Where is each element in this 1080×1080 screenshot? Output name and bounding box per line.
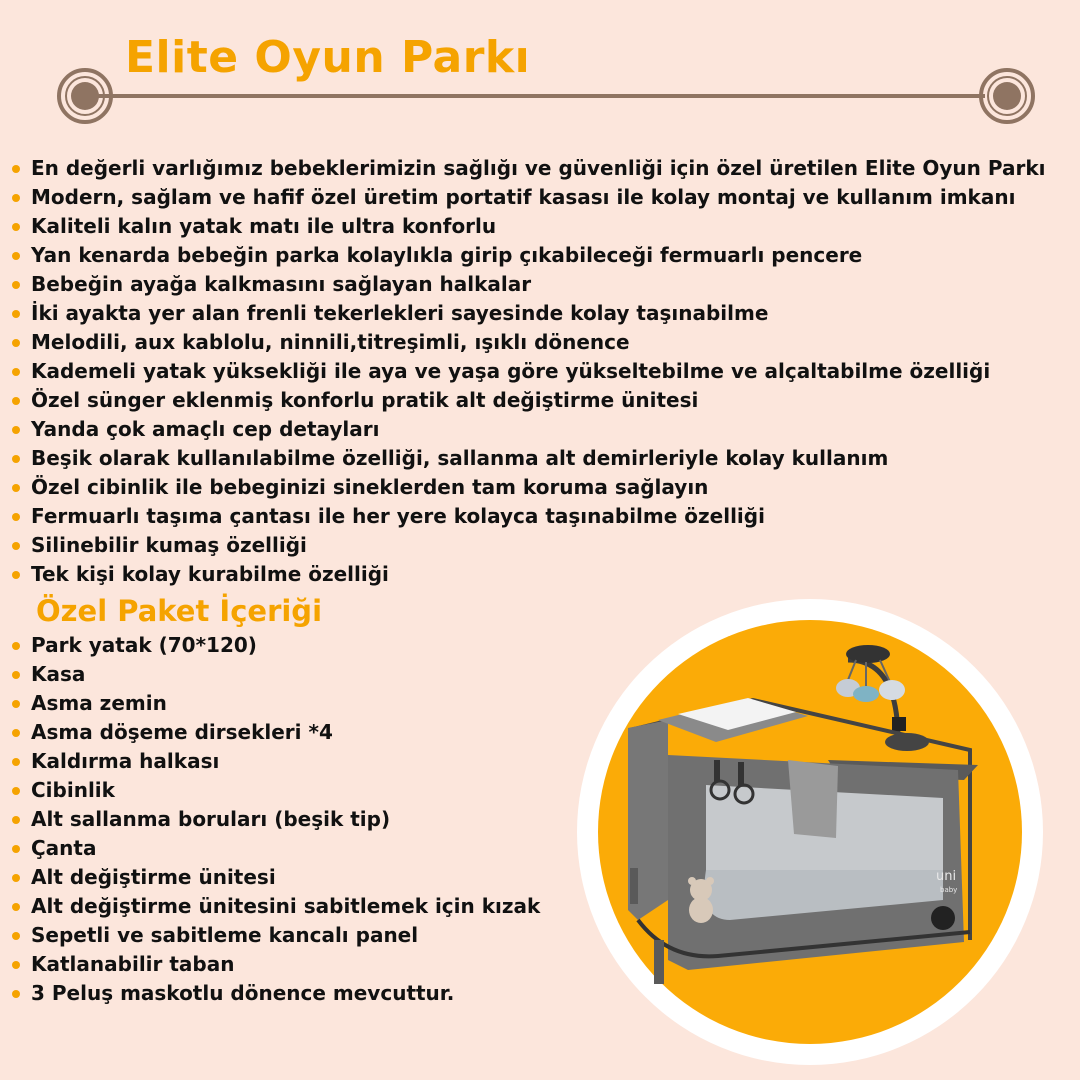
package-list bbox=[10, 631, 540, 1008]
title-divider bbox=[95, 94, 985, 98]
leg bbox=[630, 868, 638, 904]
package-item: Asma zemin bbox=[10, 689, 540, 718]
package-title: Özel Paket İçeriği bbox=[36, 594, 323, 628]
package-item: Çanta bbox=[10, 834, 540, 863]
mobile-hub bbox=[846, 645, 890, 663]
playpen-illustration bbox=[598, 620, 1022, 1044]
feature-item: Silinebilir kumaş özelliği bbox=[10, 531, 1046, 560]
side-pocket bbox=[788, 760, 838, 838]
feature-item: Özel sünger eklenmiş konforlu pratik alt değiştirme ünitesi bbox=[10, 386, 1046, 415]
feature-item: Bebeğin ayağa kalkmasını sağlayan halkalar bbox=[10, 270, 1046, 299]
brand-sublabel: baby bbox=[940, 886, 958, 894]
feature-item: Yan kenarda bebeğin parka kolaylıkla girip çıkabileceği fermuarlı pencere bbox=[10, 241, 1046, 270]
leg bbox=[654, 940, 664, 984]
page-title: Elite Oyun Parkı bbox=[125, 32, 531, 83]
package-item: Cibinlik bbox=[10, 776, 540, 805]
feature-item: Yanda çok amaçlı cep detayları bbox=[10, 415, 1046, 444]
mobile-base bbox=[892, 717, 906, 731]
feature-item: Özel cibinlik ile bebeginizi sineklerden tam koruma sağlayın bbox=[10, 473, 1046, 502]
package-item: Alt sallanma boruları (beşik tip) bbox=[10, 805, 540, 834]
package-item: 3 Peluş maskotlu dönence mevcuttur. bbox=[10, 979, 540, 1008]
plush-toy-icon bbox=[853, 686, 879, 702]
feature-item: İki ayakta yer alan frenli tekerlekleri sayesinde kolay taşınabilme bbox=[10, 299, 1046, 328]
wheel-icon bbox=[931, 906, 955, 930]
right-ornament-icon bbox=[978, 67, 1036, 125]
feature-item: Fermuarlı taşıma çantası ile her yere kolayca taşınabilme özelliği bbox=[10, 502, 1046, 531]
feature-item: Kaliteli kalın yatak matı ile ultra konforlu bbox=[10, 212, 1046, 241]
feature-item: Modern, sağlam ve hafif özel üretim portatif kasası ile kolay montaj ve kullanım imkanı bbox=[10, 183, 1046, 212]
package-item: Alt değiştirme ünitesi bbox=[10, 863, 540, 892]
feature-item: Beşik olarak kullanılabilme özelliği, sallanma alt demirleriyle kolay kullanım bbox=[10, 444, 1046, 473]
package-item: Asma döşeme dirsekleri *4 bbox=[10, 718, 540, 747]
feature-list bbox=[10, 154, 1046, 589]
package-item: Sepetli ve sabitleme kancalı panel bbox=[10, 921, 540, 950]
package-item: Kaldırma halkası bbox=[10, 747, 540, 776]
feature-item: En değerli varlığımız bebeklerimizin sağlığı ve güvenliği için özel üretilen Elite Oyun Parkı bbox=[10, 154, 1046, 183]
feature-item: Tek kişi kolay kurabilme özelliği bbox=[10, 560, 1046, 589]
feature-item: Kademeli yatak yüksekliği ile aya ve yaşa göre yükseltebilme ve alçaltabilme özelliği bbox=[10, 357, 1046, 386]
brand-label: uni bbox=[936, 869, 957, 884]
package-item: Kasa bbox=[10, 660, 540, 689]
package-item: Park yatak (70*120) bbox=[10, 631, 540, 660]
feature-item: Melodili, aux kablolu, ninnili,titreşimli, ışıklı dönence bbox=[10, 328, 1046, 357]
package-item: Katlanabilir taban bbox=[10, 950, 540, 979]
package-item: Alt değiştirme ünitesini sabitlemek için kızak bbox=[10, 892, 540, 921]
plush-toy-icon bbox=[879, 680, 905, 700]
